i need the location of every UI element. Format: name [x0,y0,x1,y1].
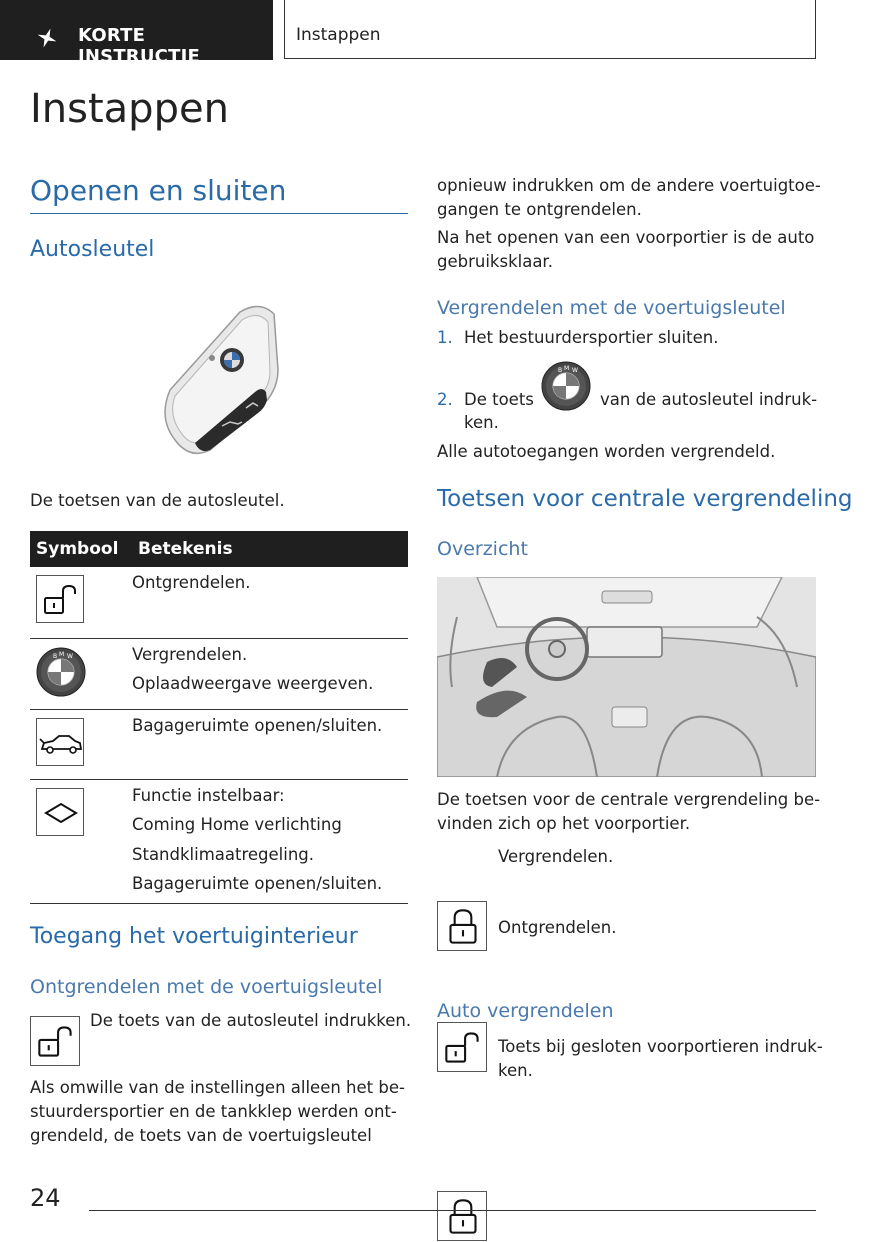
heading-unlock-key: Ontgrendelen met de voertuigsleutel [30,976,383,998]
text-line: gangen te ontgrendelen. [437,200,642,219]
para-continue [437,174,821,222]
meaning-line: Coming Home verlichting [132,815,342,834]
meaning-line: Ontgrendelen. [132,573,251,592]
bmw-logo-icon [36,647,86,697]
para-ready [437,226,814,274]
svg-text:M: M [59,650,65,658]
all-locked-text: Alle autotoegangen worden vergrendeld. [437,442,776,461]
meaning-line: Vergrendelen. [132,644,248,664]
car-interior-illustration [437,577,816,777]
svg-text:B: B [558,367,563,374]
auto-lock-text [498,1035,823,1083]
lock-icon [437,901,487,951]
key-caption: De toetsen van de autosleutel. [30,491,285,510]
section-tab [0,0,273,67]
heading-lock-key: Vergrendelen met de voertuigsleutel [437,297,786,319]
para-access [30,1076,405,1148]
step-number: 1. [437,328,453,347]
text-line: Als omwille van de instellingen alleen het be- [30,1078,405,1097]
step-text: De toets [464,390,534,409]
table-row [30,567,408,638]
col-meaning: Betekenis [132,531,408,567]
text-line: opnieuw indrukken om de andere voertuigtoe- [437,176,821,195]
heading-overview: Overzicht [437,538,528,560]
meaning-line: Standklimaatregeling. [132,844,315,864]
chapter-label: Instappen [296,25,381,45]
table-row [30,779,408,903]
svg-text:M: M [564,365,570,372]
step-text: van de autosleutel indruk- [600,390,818,409]
footer-rule [89,1210,816,1211]
heading-auto-lock: Auto vergrendelen [437,1000,614,1022]
meaning-line: Functie instelbaar: [132,785,285,805]
text-line: De toetsen voor de centrale vergrendeling be- [437,790,821,809]
table-row [30,638,408,709]
unlock-text: De toets van de autosleutel indrukken. [90,1011,412,1030]
meaning-line: Bagageruimte openen/sluiten. [132,715,383,735]
text-line: stuurdersportier en de tankklep werden ont- [30,1102,397,1121]
page-title: Instappen [30,86,229,132]
bmw-logo-icon [541,361,591,411]
diamond-icon [36,788,84,836]
heading-carkey: Autosleutel [30,237,155,262]
unlock-label: Ontgrendelen. [498,918,617,937]
symbol-table [30,531,408,904]
svg-text:B: B [53,652,58,660]
table-row [30,709,408,779]
step-text: ken. [464,413,499,432]
text-line: grendeld, de toets van de voertuigsleutel [30,1126,372,1145]
heading-rule [30,213,408,214]
sparkle-icon [36,27,58,49]
svg-text:W: W [67,652,73,660]
unlock-icon [30,1016,80,1066]
para-central [437,788,820,836]
meaning-line: Bagageruimte openen/sluiten. [132,874,383,893]
text-line: gebruiksklaar. [437,252,553,271]
unlock-icon [36,575,84,623]
car-trunk-icon [36,718,84,766]
car-key-illustration [150,300,290,460]
lock-label: Vergrendelen. [498,847,614,866]
heading-access: Toegang het voertuiginterieur [30,924,358,949]
text-line: ken. [498,1061,533,1080]
text-line: vinden zich op het voorportier. [437,814,691,833]
heading-central: Toetsen voor centrale vergrendeling [437,486,853,512]
step-number: 2. [437,390,453,409]
lock-icon [437,1191,487,1241]
page-number: 24 [30,1184,61,1212]
text-line: Toets bij gesloten voorportieren indruk- [498,1037,823,1056]
svg-text:W: W [572,367,578,374]
meaning-line: Oplaadweergave weergeven. [132,674,374,693]
text-line: Na het openen van een voorportier is de auto [437,228,815,247]
unlock-icon [437,1022,487,1072]
section-label: KORTE INSTRUCTIE [78,25,200,67]
chapter-box [284,0,816,59]
col-symbol: Symbool [30,531,132,567]
heading-open-close: Openen en sluiten [30,174,287,207]
step-text: Het bestuurdersportier sluiten. [464,328,719,347]
